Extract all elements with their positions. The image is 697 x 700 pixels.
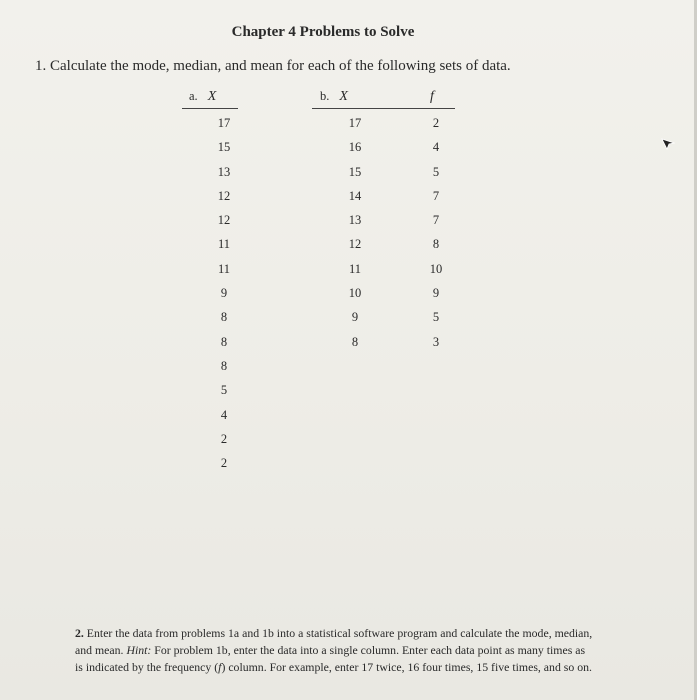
- mouse-pointer-icon: [661, 136, 675, 150]
- table-b-header-rule: [312, 108, 455, 109]
- table-a-cell: 2: [220, 431, 228, 446]
- table-a-cell: 9: [220, 286, 228, 301]
- table-a-cell: 8: [220, 310, 228, 325]
- table-b-x-cell: 13: [348, 213, 362, 228]
- table-b-f-cell: 8: [432, 237, 440, 252]
- table-a-cell: 15: [217, 140, 231, 155]
- table-a-cell: 17: [217, 116, 231, 130]
- problem-2-text-part-1: Enter the data from problems 1a and 1b into a statistical software program and calculate the mode, median, and mean.: [75, 626, 593, 657]
- table-a-cell: 2: [220, 456, 228, 471]
- table-b-f-cell: 7: [432, 213, 440, 228]
- table-b-f-cell: 3: [432, 334, 440, 349]
- table-b-f-cell: 2: [432, 116, 440, 130]
- table-a-label: a.: [189, 89, 198, 103]
- table-b-f-cell: 5: [432, 164, 440, 179]
- table-b-f-cell: 4: [432, 140, 440, 155]
- table-b-f-header: f: [430, 89, 434, 104]
- table-b-f-header-wrap: [430, 89, 434, 105]
- table-a-cell: 5: [220, 383, 228, 398]
- table-a-cell: 13: [217, 164, 231, 179]
- table-b-f-cell: 9: [432, 286, 440, 301]
- table-b-x-cell: 10: [348, 286, 362, 301]
- table-a-x-column: [205, 111, 243, 475]
- table-a-header: [189, 89, 216, 105]
- problem-2-number: 2.: [75, 626, 84, 640]
- table-b-f-cell: 7: [432, 188, 440, 203]
- table-a-cell: 4: [220, 407, 228, 422]
- table-b-f-cell: 5: [432, 310, 440, 325]
- table-b-x-column: [337, 111, 373, 354]
- table-b-x-cell: 15: [348, 164, 362, 179]
- table-b-f-column: [421, 111, 451, 354]
- table-a-cell: 11: [217, 261, 231, 276]
- problem-1-text: 1. Calculate the mode, median, and mean for each of the following sets of data.: [35, 58, 511, 74]
- table-a-cell: 12: [217, 188, 231, 203]
- problem-2-text-part-2: For problem 1b, enter the data into a single column. Enter each data point as many times as is indicated by the frequency (: [75, 643, 586, 674]
- table-a-cell: 8: [220, 358, 228, 373]
- table-b-x-cell: 14: [348, 188, 362, 203]
- problem-2-text: [75, 625, 595, 676]
- table-a-x-header: X: [207, 89, 217, 104]
- table-a-cell: 11: [217, 237, 231, 252]
- table-b-f-cell: 10: [429, 261, 443, 276]
- table-b-x-header: X: [339, 89, 348, 104]
- problem-2-f-symbol: f: [218, 660, 222, 674]
- table-a-cell: 12: [217, 213, 231, 228]
- table-b-header: [320, 89, 348, 105]
- table-b-x-cell: 9: [351, 310, 359, 325]
- table-b-x-cell: 16: [348, 140, 362, 155]
- table-b-x-cell: 11: [348, 261, 362, 276]
- table-a-cell: 8: [220, 334, 228, 349]
- table-b-label: b.: [320, 89, 330, 103]
- problem-2-hint-label: Hint:: [126, 643, 152, 657]
- table-b-x-cell: 8: [351, 334, 359, 349]
- table-a-header-rule: [182, 108, 238, 109]
- table-b-x-cell: 12: [348, 237, 362, 252]
- page-title: Chapter 4 Problems to Solve: [231, 24, 415, 40]
- table-b-x-cell: 17: [348, 116, 362, 130]
- problem-2-text-part-3: ) column. For example, enter 17 twice, 16 four times, 15 five times, and so on.: [221, 660, 592, 674]
